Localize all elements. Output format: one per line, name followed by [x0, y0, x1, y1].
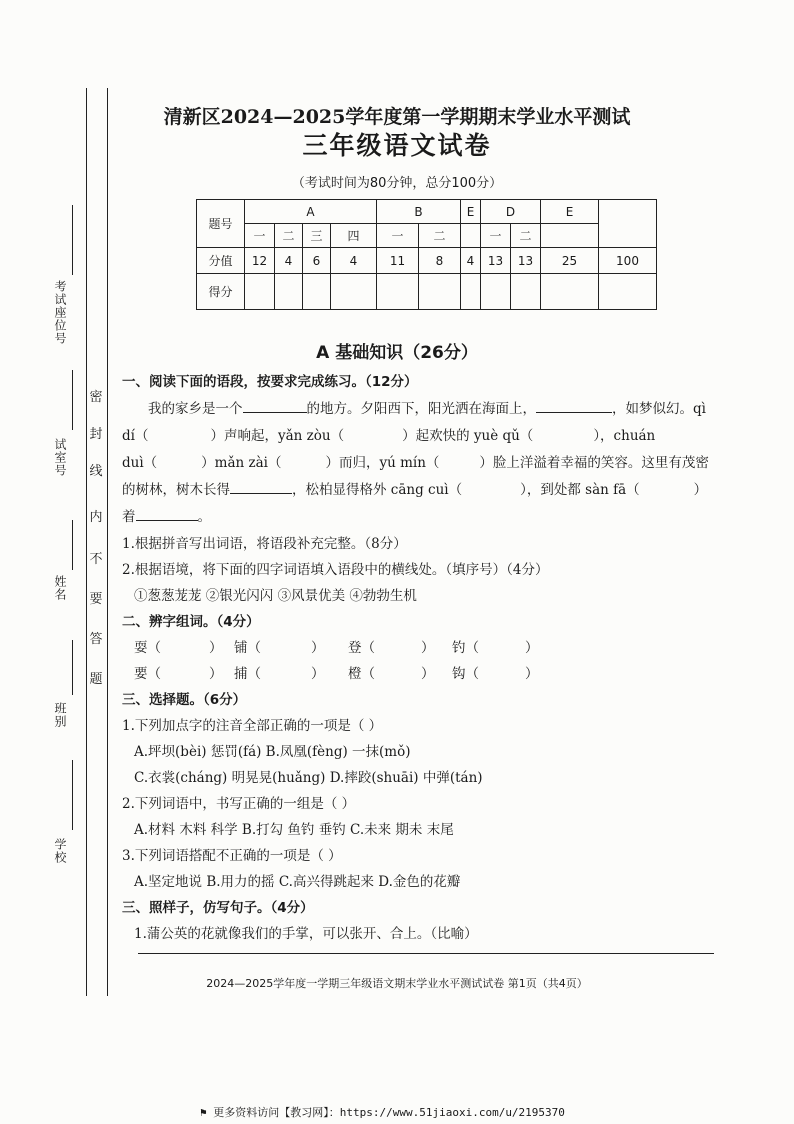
q1-passage-line-5 [122, 505, 211, 525]
q3-stem-3: 3.下列词语搭配不正确的一项是（ ） [122, 848, 342, 864]
score-cell[interactable] [275, 274, 303, 310]
exam-info: （考试时间为80分钟，总分100分） [291, 176, 503, 191]
sub-header: 二 [419, 224, 461, 248]
seal-char: 不 [89, 552, 103, 567]
points-cell: 4 [461, 248, 481, 274]
q1-text: ，如梦似幻。qì [612, 401, 706, 417]
class-blank-line [72, 640, 73, 695]
footer-rule [138, 953, 714, 954]
binding-line-outer [86, 88, 87, 996]
q1-text: ），chuán [593, 428, 656, 444]
group-a: A [245, 200, 377, 224]
q1-text: ）脸上洋溢着幸福的笑容。这里有茂密 [479, 455, 709, 471]
q1-text: ） [693, 482, 708, 498]
seal-char: 要 [89, 592, 103, 607]
row-label-score: 得分 [197, 274, 245, 310]
seal-char: 题 [89, 672, 103, 687]
q4-item-1: 1.蒲公英的花就像我们的手掌，可以张开、合上。（比喻） [134, 926, 478, 942]
sub-header: 四 [331, 224, 377, 248]
word-group-item[interactable]: 耍（ ） [134, 640, 223, 656]
score-cell[interactable] [245, 274, 275, 310]
points-cell: 13 [481, 248, 511, 274]
score-cell[interactable] [481, 274, 511, 310]
score-cell[interactable] [511, 274, 541, 310]
points-cell: 12 [245, 248, 275, 274]
points-cell: 8 [419, 248, 461, 274]
name-label: 姓名 [53, 575, 67, 601]
word-group-item[interactable]: 要（ ） [134, 666, 223, 682]
q2-row-2 [134, 662, 552, 682]
score-cell[interactable] [377, 274, 419, 310]
q3-options-3: A.坚定地说 B.用力的摇 C.高兴得跳起来 D.金色的花瓣 [134, 874, 461, 890]
q1-text: dí（ [122, 428, 149, 444]
q1-text: ，松柏显得格外 cāng cuì（ [292, 482, 463, 498]
q3-options-1cd: C.衣裳(cháng) 明晃晃(huǎng) D.摔跤(shuāi) 中弹(tán) [134, 770, 483, 786]
group-b: B [377, 200, 461, 224]
sub-header: 二 [275, 224, 303, 248]
q1-text: ）mǎn zài（ [201, 455, 282, 471]
q1-text: 我的家乡是一个 [148, 401, 243, 417]
points-cell: 11 [377, 248, 419, 274]
word-group-item[interactable]: 登（ ） [348, 640, 435, 656]
seat-label: 考试座位号 [53, 280, 67, 345]
row-label-number: 题号 [197, 200, 245, 248]
q4-heading: 三、照样子，仿写句子。（4分） [122, 900, 314, 916]
q1-options: ①葱葱茏茏 ②银光闪闪 ③风景优美 ④勃勃生机 [134, 588, 417, 604]
seal-char: 答 [89, 632, 103, 647]
seal-char: 封 [89, 427, 103, 442]
q1-sub1: 1.根据拼音写出词语，将语段补充完整。（8分） [122, 536, 407, 552]
answer-blank[interactable] [230, 481, 292, 494]
room-label: 试室号 [53, 438, 67, 477]
school-label: 学校 [53, 838, 67, 864]
class-label: 班别 [53, 702, 67, 728]
points-cell: 25 [541, 248, 599, 274]
q1-passage-line-3 [122, 451, 709, 471]
q2-heading: 二、辨字组词。（4分） [122, 614, 260, 630]
word-group-item[interactable]: 橙（ ） [348, 666, 435, 682]
points-total-cell: 100 [599, 248, 657, 274]
q3-heading: 三、选择题。（6分） [122, 692, 247, 708]
answer-blank[interactable] [536, 400, 612, 413]
score-cell[interactable] [541, 274, 599, 310]
page-footer: 2024—2025学年度一学期三年级语文期末学业水平测试试卷 第1页（共4页） [206, 977, 588, 990]
section-a-title: A 基础知识（26分） [316, 343, 478, 363]
q1-passage-line-2 [122, 424, 655, 444]
q1-text: ）而归，yú mín（ [325, 455, 440, 471]
q2-row-1 [134, 636, 552, 656]
q1-text: 的树林，树木长得 [122, 482, 230, 498]
answer-blank[interactable] [243, 400, 307, 413]
total-header-cell [599, 200, 657, 248]
sub-header-empty [541, 224, 599, 248]
room-blank-line [72, 370, 73, 430]
word-group-item[interactable]: 钩（ ） [452, 666, 539, 682]
sub-header-empty [461, 224, 481, 248]
points-cell: 6 [303, 248, 331, 274]
points-cell: 4 [331, 248, 377, 274]
word-group-item[interactable]: 捕（ ） [234, 666, 325, 682]
q3-options-2: A.材料 木料 科学 B.打勾 鱼钓 垂钓 C.未来 期未 末尾 [134, 822, 454, 838]
score-cell[interactable] [303, 274, 331, 310]
group-e2: E [541, 200, 599, 224]
row-label-points: 分值 [197, 248, 245, 274]
seat-blank-line [72, 205, 73, 275]
q1-passage-line-4 [122, 478, 707, 498]
score-cell[interactable] [461, 274, 481, 310]
sub-header: 二 [511, 224, 541, 248]
word-group-item[interactable]: 铺（ ） [234, 640, 325, 656]
q1-text: 着 [122, 509, 136, 525]
q1-passage-line-1 [148, 397, 706, 417]
q1-text: 。 [197, 509, 211, 525]
answer-blank[interactable] [136, 508, 198, 521]
score-cell[interactable] [599, 274, 657, 310]
binding-line-inner [107, 88, 108, 996]
score-table [196, 199, 657, 310]
q1-text: ）声响起，yǎn zòu（ [210, 428, 345, 444]
score-cell[interactable] [331, 274, 377, 310]
sub-header: 三 [303, 224, 331, 248]
q3-stem-1: 1.下列加点字的注音全部正确的一项是（ ） [122, 718, 383, 734]
q1-heading: 一、阅读下面的语段，按要求完成练习。（12分） [122, 374, 418, 390]
school-blank-line [72, 760, 73, 830]
promo-text: 更多资料访问【教习网】：https://www.51jiaoxi.com/u/2195370 [213, 1106, 565, 1119]
seal-char: 内 [89, 510, 103, 525]
sub-header: 一 [245, 224, 275, 248]
promo-link[interactable] [200, 1104, 565, 1120]
score-cell[interactable] [419, 274, 461, 310]
sub-header: 一 [481, 224, 511, 248]
points-cell: 13 [511, 248, 541, 274]
q3-stem-2: 2.下列词语中，书写正确的一组是（ ） [122, 796, 356, 812]
seal-char: 密 [89, 390, 103, 405]
exam-title: 清新区2024—2025学年度第一学期期末学业水平测试 [163, 106, 631, 128]
name-blank-line [72, 520, 73, 570]
q1-text: duì（ [122, 455, 158, 471]
seal-char: 线 [89, 464, 103, 479]
group-d: D [481, 200, 541, 224]
q1-text: ），到处都 sàn fā（ [520, 482, 640, 498]
word-group-item[interactable]: 钓（ ） [452, 640, 539, 656]
q3-options-1ab: A.坪坝(bèi) 惩罚(fá) B.凤凰(fèng) 一抹(mǒ) [134, 744, 411, 760]
sub-header: 一 [377, 224, 419, 248]
q1-sub2: 2.根据语境，将下面的四字词语填入语段中的横线处。（填序号）（4分） [122, 562, 549, 578]
points-cell: 4 [275, 248, 303, 274]
subject-title: 三年级语文试卷 [302, 131, 492, 160]
group-e1: E [461, 200, 481, 224]
q1-text: ）起欢快的 yuè qǔ（ [402, 428, 534, 444]
q1-text: 的地方。夕阳西下，阳光洒在海面上， [306, 401, 536, 417]
flag-icon: ⚑ [200, 1106, 207, 1119]
